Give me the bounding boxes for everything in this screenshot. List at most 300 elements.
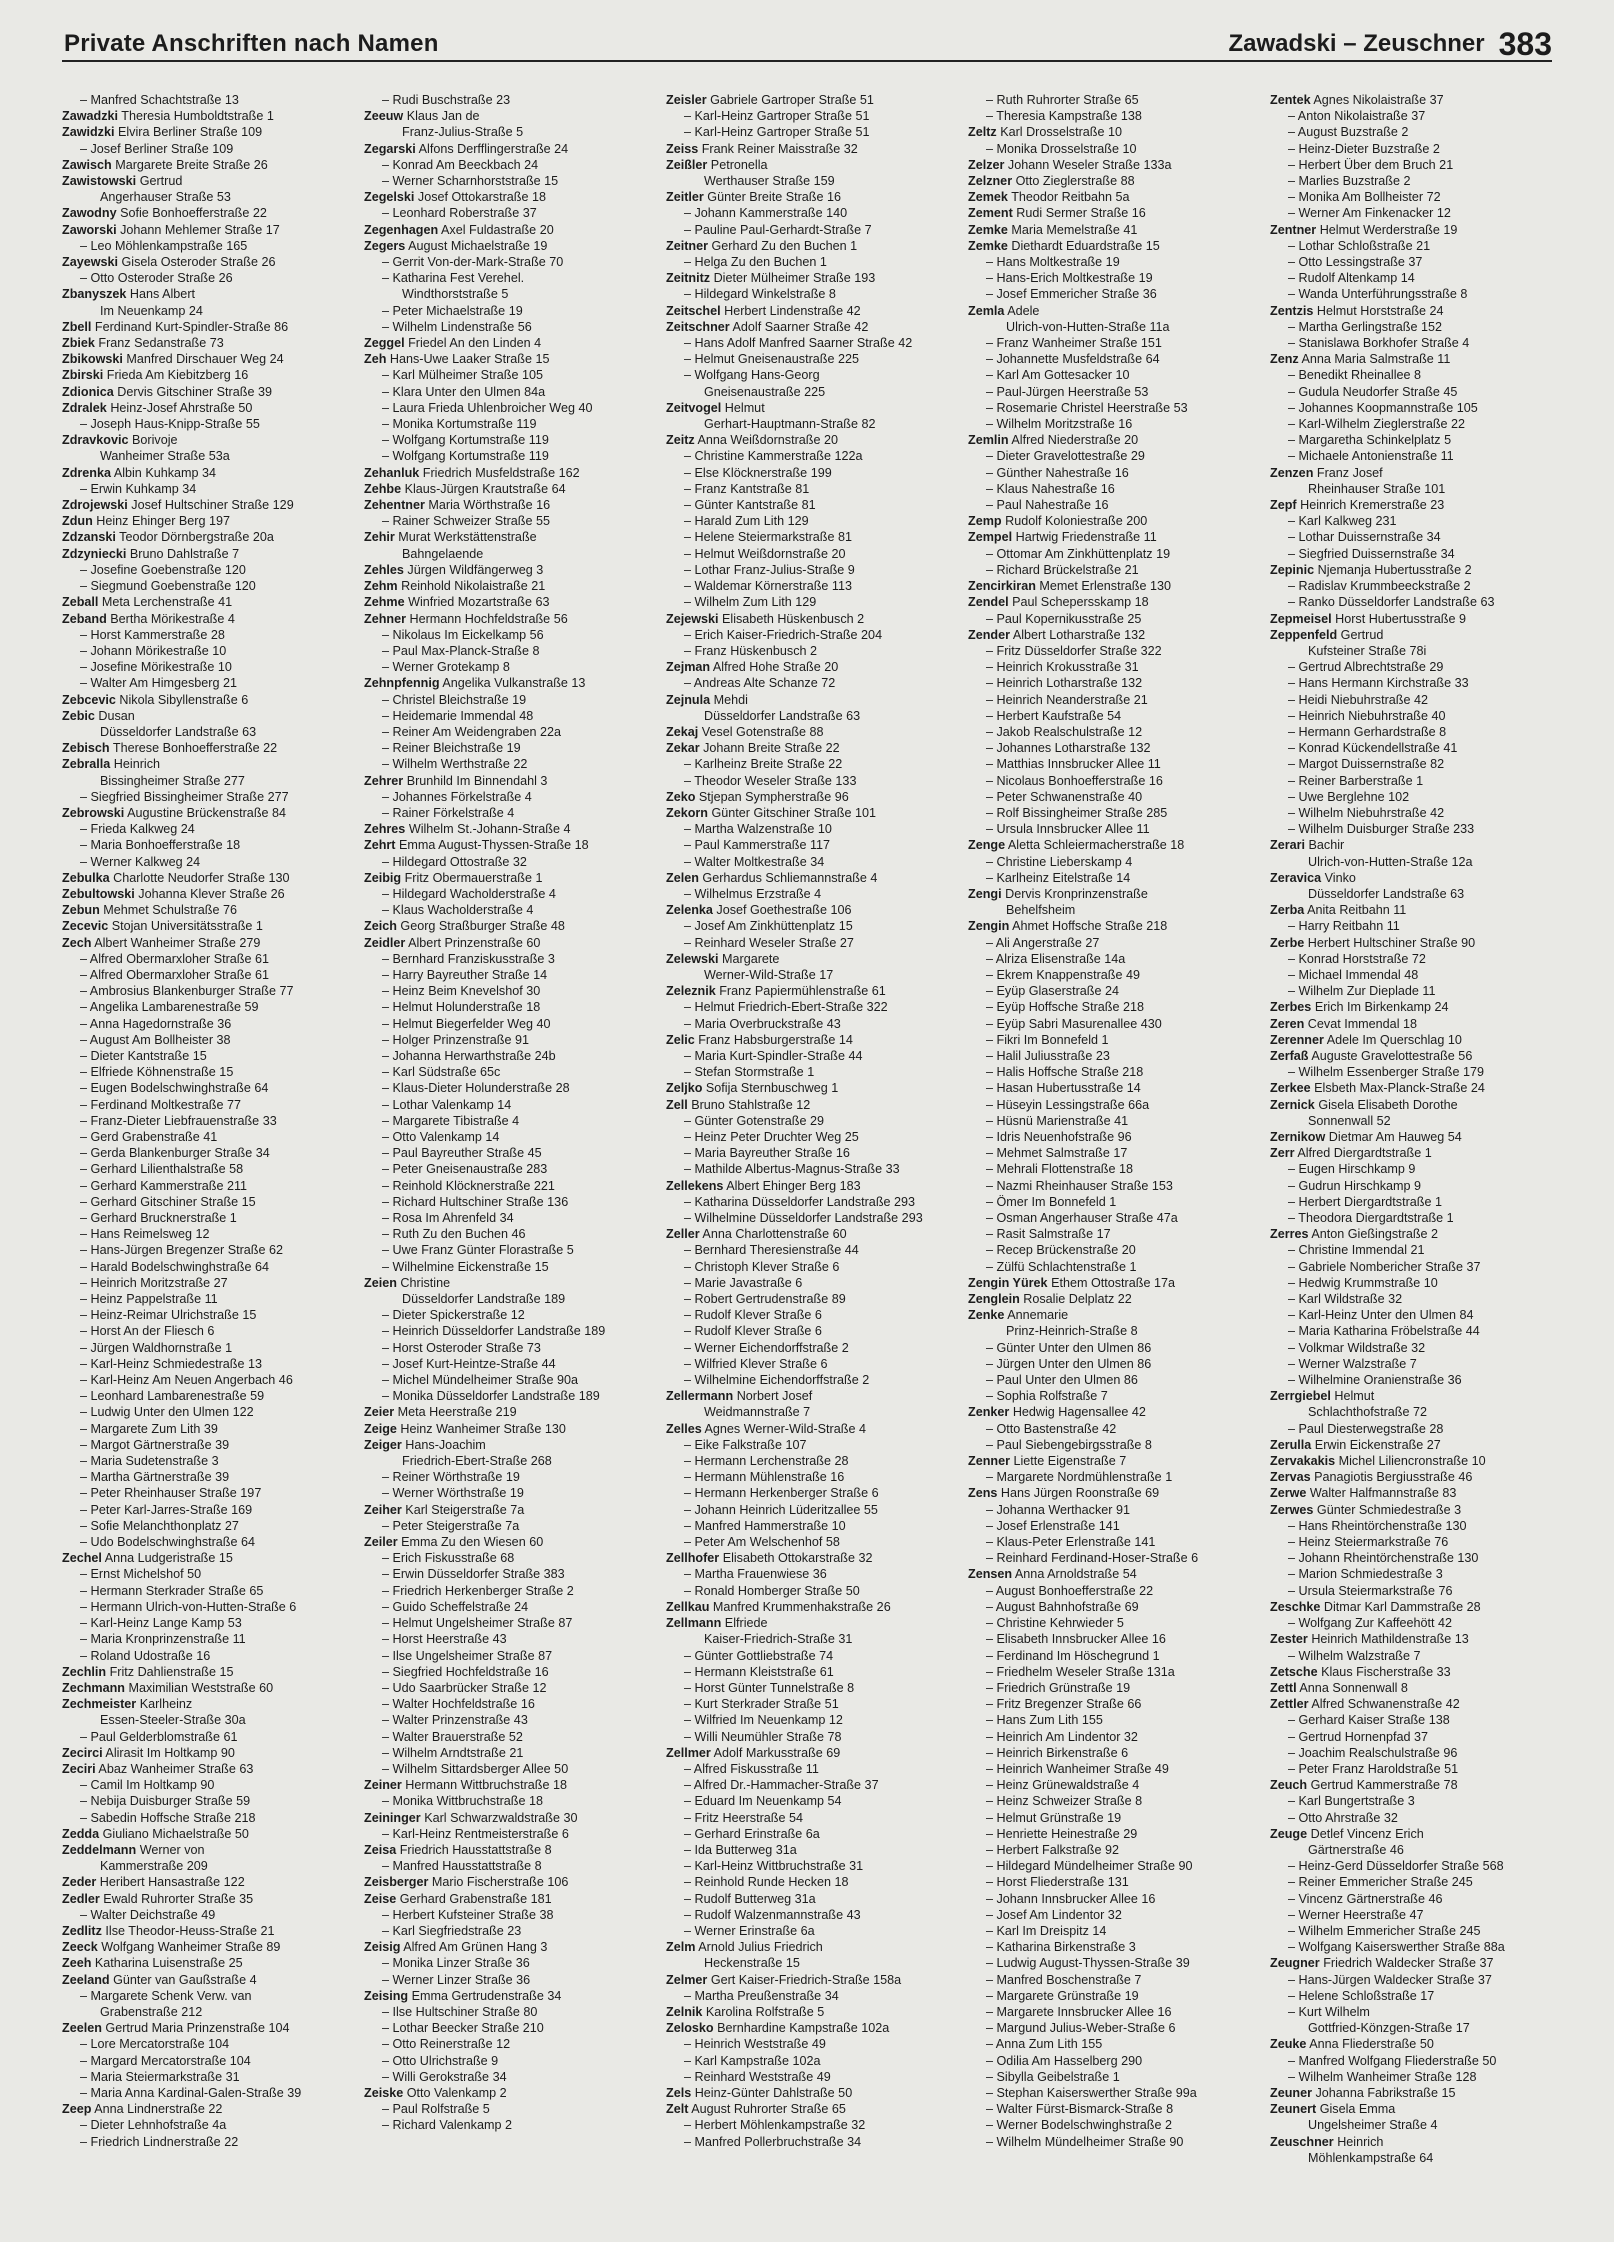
directory-entry — [62, 1972, 344, 1988]
directory-subentry — [62, 983, 344, 999]
directory-subentry — [968, 1729, 1250, 1745]
directory-subentry — [968, 708, 1250, 724]
entry-details: Brunhild Im Binnendahl 3 — [406, 773, 548, 788]
entry-details: – Wilhelm Sittardsberger Allee 50 — [382, 1761, 569, 1776]
directory-subentry — [666, 1113, 948, 1129]
directory-subentry — [666, 1048, 948, 1064]
entry-details: Otto Valenkamp 2 — [406, 2085, 507, 2100]
directory-entry — [1270, 870, 1552, 886]
entry-surname: Zegenhagen — [364, 222, 439, 237]
section-title: Private Anschriften nach Namen — [64, 30, 439, 57]
entry-surname: Zeddelmann — [62, 1842, 137, 1857]
directory-subentry — [62, 821, 344, 837]
directory-entry — [968, 222, 1250, 238]
directory-entry — [62, 497, 344, 513]
entry-details: – Helene Steiermarkstraße 81 — [684, 530, 852, 545]
entry-surname: Zeisa — [364, 1842, 397, 1857]
directory-entry — [364, 497, 646, 513]
directory-subentry — [968, 1064, 1250, 1080]
directory-subentry — [968, 1907, 1250, 1923]
directory-entry — [62, 1761, 344, 1777]
entry-details: – Siegfried Hochfeldstraße 16 — [382, 1664, 549, 1679]
directory-subentry — [968, 1955, 1250, 1971]
entry-details: August Michaelstraße 19 — [408, 238, 548, 253]
directory-entry — [364, 611, 646, 627]
entry-surname: Zeeuw — [364, 109, 404, 124]
directory-subentry — [1270, 1874, 1552, 1890]
directory-subentry — [364, 1097, 646, 1113]
entry-details: Hans-Uwe Laaker Straße 15 — [389, 352, 550, 367]
entry-details: Rosalie Delplatz 22 — [1023, 1292, 1132, 1307]
entry-details: – Zülfü Schlachtenstraße 1 — [986, 1259, 1137, 1274]
directory-subentry — [666, 1761, 948, 1777]
entry-details: Cevat Immendal 18 — [1307, 1016, 1417, 1031]
directory-subentry — [364, 1485, 646, 1501]
directory-entry-continuation — [62, 1858, 344, 1874]
entry-surname: Zemke — [968, 222, 1008, 237]
directory-entry — [968, 124, 1250, 140]
directory-subentry — [968, 1874, 1250, 1890]
directory-subentry — [1270, 1210, 1552, 1226]
entry-details: – Gerd Grabenstraße 41 — [80, 1130, 218, 1144]
entry-details: – Werner Scharnhorststraße 15 — [382, 174, 559, 189]
entry-details: – Herbert Falkstraße 92 — [986, 1842, 1119, 1857]
directory-subentry — [666, 675, 948, 691]
entry-details: Anna Arnoldstraße 54 — [1014, 1567, 1137, 1582]
entry-details: – Reiner Wörthstraße 19 — [382, 1470, 520, 1485]
entry-surname: Zechel — [62, 1551, 102, 1566]
directory-entry-continuation — [968, 1323, 1250, 1339]
directory-entry — [666, 1599, 948, 1615]
entry-surname: Zeitschner — [666, 319, 730, 334]
entry-details: Alfons Derfflingerstraße 24 — [418, 141, 569, 156]
entry-details: – Helmut Grünstraße 19 — [986, 1810, 1122, 1825]
directory-entry — [1270, 1599, 1552, 1615]
directory-subentry — [666, 562, 948, 578]
entry-surname: Zeiss — [666, 141, 699, 156]
directory-entry — [1270, 611, 1552, 627]
entry-surname: Zeisig — [364, 1940, 401, 1955]
directory-subentry — [62, 675, 344, 691]
directory-subentry — [666, 108, 948, 124]
directory-subentry — [968, 951, 1250, 967]
directory-entry — [364, 1988, 646, 2004]
directory-subentry — [364, 886, 646, 902]
directory-subentry — [62, 1777, 344, 1793]
entry-details: – Monika Kortumstraße 119 — [382, 417, 537, 432]
entry-details: Bissingheimer Straße 277 — [100, 773, 245, 788]
directory-subentry — [1270, 1372, 1552, 1388]
directory-entry — [968, 1404, 1250, 1420]
entry-details: Gisela Emma — [1319, 2102, 1396, 2117]
directory-entry — [364, 1874, 646, 1890]
entry-details: Axel Fuldastraße 20 — [441, 222, 554, 237]
entry-details: – Ilse Ungelsheimer Straße 87 — [382, 1648, 553, 1663]
entry-details: – Herbert Diergardtstraße 1 — [1288, 1194, 1442, 1209]
directory-subentry — [62, 141, 344, 157]
entry-surname: Zeuch — [1270, 1778, 1308, 1793]
directory-entry — [364, 1437, 646, 1453]
entry-details: – Camil Im Holtkamp 90 — [80, 1778, 215, 1793]
directory-subentry — [968, 1372, 1250, 1388]
entry-details: – Werner Eichendorffstraße 2 — [684, 1340, 849, 1355]
entry-surname: Zerbe — [1270, 935, 1305, 950]
entry-surname: Zerfaß — [1270, 1048, 1309, 1063]
entry-details: – Johann Heinrich Lüderitzallee 55 — [684, 1502, 878, 1517]
directory-subentry — [1270, 238, 1552, 254]
entry-details: – Jürgen Unter den Ulmen 86 — [986, 1356, 1152, 1371]
entry-details: – Franz Kantstraße 81 — [684, 481, 810, 496]
directory-subentry — [666, 1907, 948, 1923]
directory-subentry — [666, 2069, 948, 2085]
entry-details: Walter Halfmannstraße 83 — [1309, 1486, 1457, 1501]
directory-subentry — [364, 1016, 646, 1032]
directory-entry — [968, 189, 1250, 205]
entry-details: Sofie Bonhoefferstraße 22 — [120, 206, 267, 221]
entry-surname: Zellermann — [666, 1389, 734, 1404]
entry-details: – Otto Valenkamp 14 — [382, 1130, 500, 1144]
directory-subentry — [968, 1259, 1250, 1275]
entry-surname: Zegarski — [364, 141, 416, 156]
entry-details: Kufsteiner Straße 78i — [1308, 643, 1427, 658]
entry-details: – Konrad Kückendellstraße 41 — [1288, 741, 1458, 756]
directory-entry — [1270, 1437, 1552, 1453]
entry-surname: Zeeland — [62, 1972, 110, 1987]
directory-entry — [666, 432, 948, 448]
entry-details: Helmut — [1334, 1389, 1375, 1404]
directory-entry-continuation — [666, 967, 948, 983]
entry-details: – Josef Erlenstraße 141 — [986, 1518, 1120, 1533]
directory-subentry — [968, 1194, 1250, 1210]
directory-entry — [62, 594, 344, 610]
entry-surname: Zeibig — [364, 870, 402, 885]
entry-details: Alfred Niederstraße 20 — [1011, 433, 1139, 448]
directory-entry — [62, 740, 344, 756]
directory-subentry — [364, 2020, 646, 2036]
entry-surname: Zerba — [1270, 903, 1305, 918]
column-1 — [62, 92, 344, 2222]
entry-details: – Rainer Schweizer Straße 55 — [382, 514, 550, 529]
directory-entry — [968, 886, 1250, 902]
directory-entry — [1270, 351, 1552, 367]
entry-surname: Zehner — [364, 611, 406, 626]
entry-details: – Gerhard Gitschiner Straße 15 — [80, 1194, 256, 1209]
directory-subentry — [1270, 789, 1552, 805]
entry-details: – Manfred Pollerbruchstraße 34 — [684, 2134, 862, 2149]
directory-subentry — [364, 1242, 646, 1258]
entry-details: – Ilse Hultschiner Straße 80 — [382, 2004, 538, 2019]
directory-subentry — [968, 1712, 1250, 1728]
directory-entry — [62, 108, 344, 124]
entry-details: – Karlheinz Eitelstraße 14 — [986, 870, 1131, 885]
directory-entry — [1270, 1097, 1552, 1113]
entry-details: Karlheinz — [139, 1697, 193, 1712]
directory-subentry — [968, 481, 1250, 497]
entry-surname: Zerwes — [1270, 1502, 1314, 1517]
entry-details: Friedrich-Ebert-Straße 268 — [402, 1454, 552, 1469]
entry-details: – Franz-Dieter Liebfrauenstraße 33 — [80, 1113, 277, 1128]
entry-details: Gisela Osteroder Straße 26 — [121, 255, 276, 270]
entry-surname: Zdzanski — [62, 530, 116, 545]
entry-details: – Reiner Emmericher Straße 245 — [1288, 1875, 1473, 1890]
entry-details: Franz Josef — [1316, 465, 1383, 480]
entry-surname: Zebcevic — [62, 692, 116, 707]
directory-subentry — [1270, 951, 1552, 967]
entry-details: Agnes Werner-Wild-Straße 4 — [704, 1421, 866, 1436]
entry-details: – Rudolf Walzenmannstraße 43 — [684, 1907, 861, 1922]
entry-details: Heinrich — [113, 757, 160, 772]
entry-details: – Maria Bayreuther Straße 16 — [684, 1146, 850, 1161]
entry-details: – Hildegard Winkelstraße 8 — [684, 287, 836, 302]
entry-details: – Hüsnü Marienstraße 41 — [986, 1113, 1129, 1128]
entry-details: – Willi Gerokstraße 34 — [382, 2069, 507, 2084]
entry-details: – Wilhelmine Düsseldorfer Landstraße 293 — [684, 1211, 923, 1226]
entry-details: – Kurt Sterkrader Straße 51 — [684, 1697, 839, 1712]
entry-details: – Heinrich Weststraße 49 — [684, 2037, 826, 2052]
entry-details: – Ursula Steiermarkstraße 76 — [1288, 1583, 1453, 1598]
directory-subentry — [1270, 1291, 1552, 1307]
entry-details: – Richard Valenkamp 2 — [382, 2118, 512, 2133]
directory-entry — [968, 303, 1250, 319]
entry-details: – Horst Günter Tunnelstraße 8 — [684, 1680, 855, 1695]
directory-subentry — [666, 1534, 948, 1550]
entry-details: Gertrud Maria Prinzenstraße 104 — [105, 2021, 290, 2036]
entry-details: – Paul Siebengebirgsstraße 8 — [986, 1437, 1152, 1452]
entry-surname: Zerari — [1270, 838, 1306, 853]
entry-details: Christine — [400, 1275, 451, 1290]
entry-details: – Horst Heerstraße 43 — [382, 1632, 507, 1647]
entry-details: – Herbert Kufsteiner Straße 38 — [382, 1907, 554, 1922]
entry-details: Heinz Wanheimer Straße 130 — [400, 1421, 566, 1436]
entry-details: Helmut — [724, 400, 765, 415]
directory-subentry — [1270, 1615, 1552, 1631]
entry-details: – Alfred Dr.-Hammacher-Straße 37 — [684, 1778, 879, 1793]
entry-details: – Fritz Düsseldorfer Straße 322 — [986, 643, 1162, 658]
entry-details: – Klaus Nahestraße 16 — [986, 481, 1115, 496]
entry-surname: Zekorn — [666, 805, 708, 820]
directory-entry — [666, 189, 948, 205]
entry-details: Günter Breite Straße 16 — [707, 190, 841, 205]
entry-details: – Ömer Im Bonnefeld 1 — [986, 1194, 1117, 1209]
directory-entry-continuation — [1270, 886, 1552, 902]
directory-entry — [1270, 1145, 1552, 1161]
entry-details: – Walter Brauerstraße 52 — [382, 1729, 523, 1744]
entry-details: – Hermann Mühlenstraße 16 — [684, 1470, 845, 1485]
directory-subentry — [666, 627, 948, 643]
entry-details: – Lothar Valenkamp 14 — [382, 1097, 512, 1112]
directory-subentry — [968, 1648, 1250, 1664]
directory-entry — [1270, 465, 1552, 481]
directory-subentry — [666, 1307, 948, 1323]
entry-details: – Paul-Jürgen Heerstraße 53 — [986, 384, 1149, 399]
entry-details: – Nicolaus Bonhoefferstraße 16 — [986, 773, 1163, 788]
entry-surname: Zdrenka — [62, 465, 111, 480]
entry-details: – Christine Lieberskamp 4 — [986, 854, 1133, 869]
directory-subentry — [968, 351, 1250, 367]
directory-entry-continuation — [62, 724, 344, 740]
entry-surname: Zeller — [666, 1227, 700, 1242]
entry-surname: Zebun — [62, 903, 100, 918]
entry-details: – Heinz-Dieter Buzstraße 2 — [1288, 141, 1440, 156]
directory-subentry — [364, 951, 646, 967]
entry-details: – Wilhelm Essenberger Straße 179 — [1288, 1065, 1484, 1080]
entry-details: – Elfriede Köhnenstraße 15 — [80, 1065, 234, 1080]
entry-surname: Zerres — [1270, 1227, 1309, 1242]
directory-entry — [62, 384, 344, 400]
entry-details: – Reinhold Klöcknerstraße 221 — [382, 1178, 555, 1193]
directory-entry — [666, 141, 948, 157]
directory-entry — [1270, 999, 1552, 1015]
directory-subentry — [1270, 594, 1552, 610]
entry-details: Wolfgang Wanheimer Straße 89 — [101, 1940, 281, 1955]
entry-details: Theresia Humboldtstraße 1 — [121, 109, 274, 124]
directory-entry — [364, 1502, 646, 1518]
directory-subentry — [62, 1599, 344, 1615]
entry-surname: Zerr — [1270, 1146, 1295, 1161]
entry-details: – Benedikt Rheinallee 8 — [1288, 368, 1422, 383]
entry-surname: Zechmann — [62, 1680, 125, 1695]
entry-details: – Paul Kopernikusstraße 25 — [986, 611, 1142, 626]
entry-details: Gärtnerstraße 46 — [1308, 1842, 1404, 1857]
directory-subentry — [364, 724, 646, 740]
entry-details: Maria Memelstraße 41 — [1011, 222, 1138, 237]
entry-details: – Uwe Berglehne 102 — [1288, 789, 1410, 804]
directory-subentry — [666, 1356, 948, 1372]
directory-entry — [1270, 1226, 1552, 1242]
directory-entry — [364, 108, 646, 124]
directory-subentry — [666, 1826, 948, 1842]
directory-subentry — [666, 1502, 948, 1518]
entry-details: Gerhard Zu den Buchen 1 — [711, 238, 858, 253]
entry-details: – Katharina Düsseldorfer Landstraße 293 — [684, 1194, 916, 1209]
entry-details: Murat Werkstättenstraße — [398, 530, 537, 545]
entry-details: Jürgen Wildfängerweg 3 — [407, 562, 544, 577]
entry-surname: Zelen — [666, 870, 699, 885]
entry-details: – Stefan Stormstraße 1 — [684, 1065, 815, 1080]
directory-subentry — [364, 1210, 646, 1226]
entry-surname: Zeich — [364, 919, 397, 934]
entry-surname: Zedda — [62, 1826, 100, 1841]
directory-subentry — [364, 254, 646, 270]
entry-details: Werner von — [139, 1842, 205, 1857]
entry-details: – Günther Nahestraße 16 — [986, 465, 1129, 480]
entry-surname: Zbiek — [62, 336, 95, 351]
entry-details: – Peter Gneisenaustraße 283 — [382, 1162, 548, 1177]
entry-details: – Johanna Herwarthstraße 24b — [382, 1048, 556, 1063]
directory-subentry — [666, 578, 948, 594]
entry-surname: Zech — [62, 935, 92, 950]
directory-subentry — [364, 1048, 646, 1064]
entry-surname: Zawistowski — [62, 174, 137, 189]
entry-surname: Zelles — [666, 1421, 702, 1436]
directory-entry — [1270, 2134, 1552, 2150]
entry-details: – Wilhelmine Eichendorffstraße 2 — [684, 1373, 870, 1388]
entry-surname: Zentek — [1270, 93, 1311, 107]
directory-subentry — [364, 1145, 646, 1161]
directory-entry — [364, 351, 646, 367]
directory-subentry — [666, 254, 948, 270]
entry-details: – Karl-Heinz Wittbruchstraße 31 — [684, 1859, 864, 1874]
directory-subentry — [968, 1469, 1250, 1485]
entry-details: Emma Gertrudenstraße 34 — [411, 1988, 562, 2003]
entry-details: Annemarie — [1007, 1308, 1069, 1323]
entry-details: – Rosa Im Ahrenfeld 34 — [382, 1211, 514, 1226]
directory-entry-continuation — [1270, 1842, 1552, 1858]
entry-details: Anna Sonnenwall 8 — [1299, 1680, 1408, 1695]
entry-details: – Heinz Pappelstraße 11 — [80, 1292, 218, 1307]
entry-details: – Heinrich Birkenstraße 6 — [986, 1745, 1129, 1760]
entry-details: Erich Im Birkenkamp 24 — [1314, 1000, 1449, 1015]
entry-details: – Katharina Birkenstraße 3 — [986, 1940, 1136, 1955]
entry-surname: Zeljko — [666, 1081, 703, 1096]
directory-entry — [1270, 1777, 1552, 1793]
entry-details: – Karl Am Gottesacker 10 — [986, 368, 1130, 383]
directory-subentry — [364, 1923, 646, 1939]
directory-entry — [62, 1680, 344, 1696]
entry-surname: Zbell — [62, 319, 92, 334]
entry-details: Margarete Breite Straße 26 — [115, 157, 268, 172]
directory-subentry — [968, 1583, 1250, 1599]
directory-subentry — [968, 1113, 1250, 1129]
entry-details: Ahmet Hoffsche Straße 218 — [1012, 919, 1168, 934]
directory-subentry — [666, 918, 948, 934]
entry-details: Anna Charlottenstraße 60 — [702, 1227, 847, 1242]
entry-surname: Zeitler — [666, 190, 704, 205]
entry-details: Elisabeth Hüskenbusch 2 — [722, 611, 865, 626]
directory-subentry — [968, 1988, 1250, 2004]
entry-details: – Holger Prinzenstraße 91 — [382, 1032, 529, 1047]
entry-surname: Zayewski — [62, 255, 119, 270]
entry-details: Mario Fischerstraße 106 — [431, 1875, 569, 1890]
directory-subentry — [62, 1372, 344, 1388]
entry-details: Georg Straßburger Straße 48 — [400, 919, 565, 934]
entry-surname: Zebrowski — [62, 805, 125, 820]
entry-details: – Manfred Wolfgang Fliederstraße 50 — [1288, 2053, 1497, 2068]
entry-surname: Zebultowski — [62, 886, 135, 901]
directory-entry-continuation — [1270, 854, 1552, 870]
entry-details: – Friedrich Herkenberger Straße 2 — [382, 1583, 574, 1598]
entry-details: Elisabeth Ottokarstraße 32 — [722, 1551, 873, 1566]
directory-subentry — [1270, 1275, 1552, 1291]
entry-details: – Heinrich Lotharstraße 132 — [986, 676, 1143, 691]
entry-details: – Martha Walzenstraße 10 — [684, 822, 832, 837]
entry-details: – Paul Max-Planck-Straße 8 — [382, 643, 540, 658]
directory-entry — [62, 400, 344, 416]
entry-details: – Reinhard Weseler Straße 27 — [684, 935, 854, 950]
directory-entry-continuation — [968, 319, 1250, 335]
entry-details: – Reiner Barberstraße 1 — [1288, 773, 1424, 788]
directory-subentry — [1270, 513, 1552, 529]
directory-subentry — [968, 1421, 1250, 1437]
entry-details: – Halil Juliusstraße 23 — [986, 1048, 1110, 1063]
directory-subentry — [666, 594, 948, 610]
directory-entry — [62, 708, 344, 724]
directory-subentry — [364, 1858, 646, 1874]
entry-details: Anna Maria Salmstraße 11 — [1301, 352, 1451, 367]
directory-entry — [968, 594, 1250, 610]
directory-subentry — [1270, 1988, 1552, 2004]
directory-subentry — [62, 1129, 344, 1145]
directory-subentry — [968, 2020, 1250, 2036]
entry-surname: Zender — [968, 627, 1010, 642]
directory-entry-continuation — [364, 1291, 646, 1307]
entry-details: – Anton Nikolaistraße 37 — [1288, 109, 1426, 124]
directory-subentry — [666, 1518, 948, 1534]
directory-entry — [666, 1080, 948, 1096]
directory-subentry — [1270, 1242, 1552, 1258]
entry-surname: Zemek — [968, 190, 1008, 205]
entry-surname: Zeball — [62, 595, 99, 610]
